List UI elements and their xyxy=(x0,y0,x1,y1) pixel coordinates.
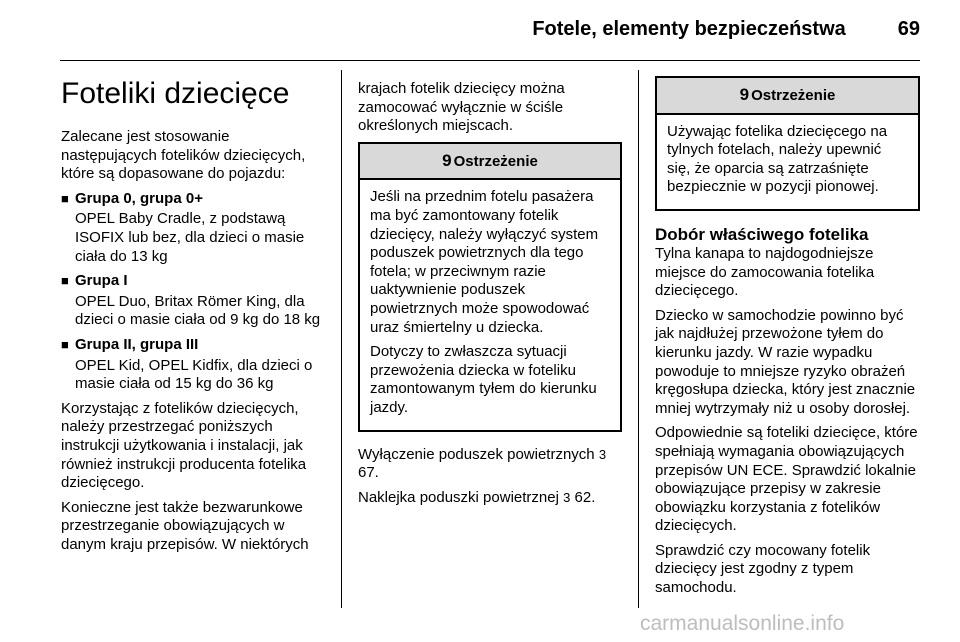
chapter-title: Fotele, elementy bezpieczeństwa xyxy=(532,18,846,40)
cross-reference: Wyłączenie poduszek powietrznych 3 67. xyxy=(358,445,607,482)
page-ref-arrow-icon: 3 xyxy=(598,446,607,462)
warning-box xyxy=(358,142,622,432)
running-header xyxy=(40,18,920,46)
instructions-paragraph: Korzystając z fotelików dziecięcych, należy przestrzegać poniższych instrukcji użytkowania i instalacji, jak również instrukcji producenta fotelika dziecięcego. xyxy=(61,399,307,492)
warning-text: Dotyczy to zwłaszcza sytuacji przewożenia dziecka w foteliku zamontowanym tyłem do kierunku jazdy. xyxy=(370,343,597,416)
list-item-text: OPEL Baby Cradle, z podstawą ISOFIX lub bez, dla dzieci o masie ciała do 13 kg xyxy=(75,210,305,265)
warning-header xyxy=(657,78,918,115)
warning-header xyxy=(360,144,620,181)
regulations-paragraph: Konieczne jest także bezwarunkowe przestrzeganie obowiązujących w danym kraju przepisów. W niektórych xyxy=(61,498,309,553)
paragraph: Tylna kanapa to najdogodniejsze miejsce do zamocowania fotelika dziecięcego. xyxy=(655,244,875,300)
subsection-heading: Dobór właściwego fotelika xyxy=(655,224,869,244)
intro-paragraph: Zalecane jest stosowanie następujących fotelików dziecięcych, które są dopasowane do pojazdu: xyxy=(61,128,306,183)
list-item-title: Grupa I xyxy=(75,272,128,290)
warning-triangle-icon: 9 xyxy=(739,85,750,104)
list-item xyxy=(61,190,323,266)
warning-text: Jeśli na przednim fotelu pasażera ma być zamontowany fotelik dziecięcy, należy wyłączyć system poduszek powietrznych dla tego fotela; w przeciwnym razie uaktywnienie poduszek powietrznych może spowodować uraz śmiertelny u dziecka. xyxy=(370,188,599,336)
page-ref-arrow-icon: 3 xyxy=(563,489,571,505)
warning-triangle-icon: 9 xyxy=(442,150,452,170)
paragraph: Dziecko w samochodzie powinno być jak najdłużej przewożone tyłem do kierunku jazdy. W razie wypadku powoduje to mniejsze ryzyko obrażeń kręgosłupa dziecka, który jest znacznie mniej wytrzymały niż u osoby dorosłej. xyxy=(655,306,916,417)
continuation-paragraph: krajach fotelik dziecięcy można zamocować wyłącznie w ściśle określonych miejscach. xyxy=(358,80,565,135)
column-1 xyxy=(61,76,323,560)
watermark-text: carmanualsonline.info xyxy=(640,612,845,635)
warning-box xyxy=(655,76,920,211)
warning-title: Ostrzeżenie xyxy=(453,152,538,170)
list-item-text: OPEL Duo, Britax Römer King, dla dzieci o masie ciała od 9 kg do 18 kg xyxy=(75,292,321,329)
page-number: 69 xyxy=(897,18,920,40)
bullet-square-icon: ■ xyxy=(61,336,69,352)
list-item xyxy=(61,272,323,330)
page-ref-number[interactable]: 67. xyxy=(358,464,379,482)
cross-reference: Naklejka poduszki powietrznej 3 62. xyxy=(358,488,596,506)
bullet-square-icon: ■ xyxy=(61,190,69,206)
column-divider-2 xyxy=(638,70,639,608)
bullet-square-icon: ■ xyxy=(61,273,69,289)
list-item xyxy=(61,336,323,394)
paragraph: Odpowiednie są foteliki dziecięce, które spełniają wymagania obowiązujących przepisów UN ECE. Sprawdzić lokalnie obowiązujące przepisy w zakresie obowiązku korzystania z fotelików dziecięcych. xyxy=(655,424,918,535)
warning-title: Ostrzeżenie xyxy=(751,87,836,104)
list-item-title: Grupa II, grupa III xyxy=(75,335,199,353)
list-item-title: Grupa 0, grupa 0+ xyxy=(75,189,203,207)
list-item-text: OPEL Kid, OPEL Kidfix, dla dzieci o masie ciała od 15 kg do 36 kg xyxy=(75,356,313,393)
page-ref-number[interactable]: 62. xyxy=(574,488,596,506)
section-heading: Foteliki dziecięce xyxy=(61,77,290,110)
column-2 xyxy=(358,80,622,513)
column-3 xyxy=(655,76,920,604)
column-divider-1 xyxy=(341,70,342,608)
header-rule xyxy=(60,60,920,61)
paragraph: Sprawdzić czy mocowany fotelik dziecięcy jest zgodny z typem samochodu. xyxy=(655,541,871,597)
warning-text: Używając fotelika dziecięcego na tylnych fotelach, należy upewnić się, że oparcia są zatrzaśnięte bezpiecznie w pozycji pionowej. xyxy=(667,122,888,196)
